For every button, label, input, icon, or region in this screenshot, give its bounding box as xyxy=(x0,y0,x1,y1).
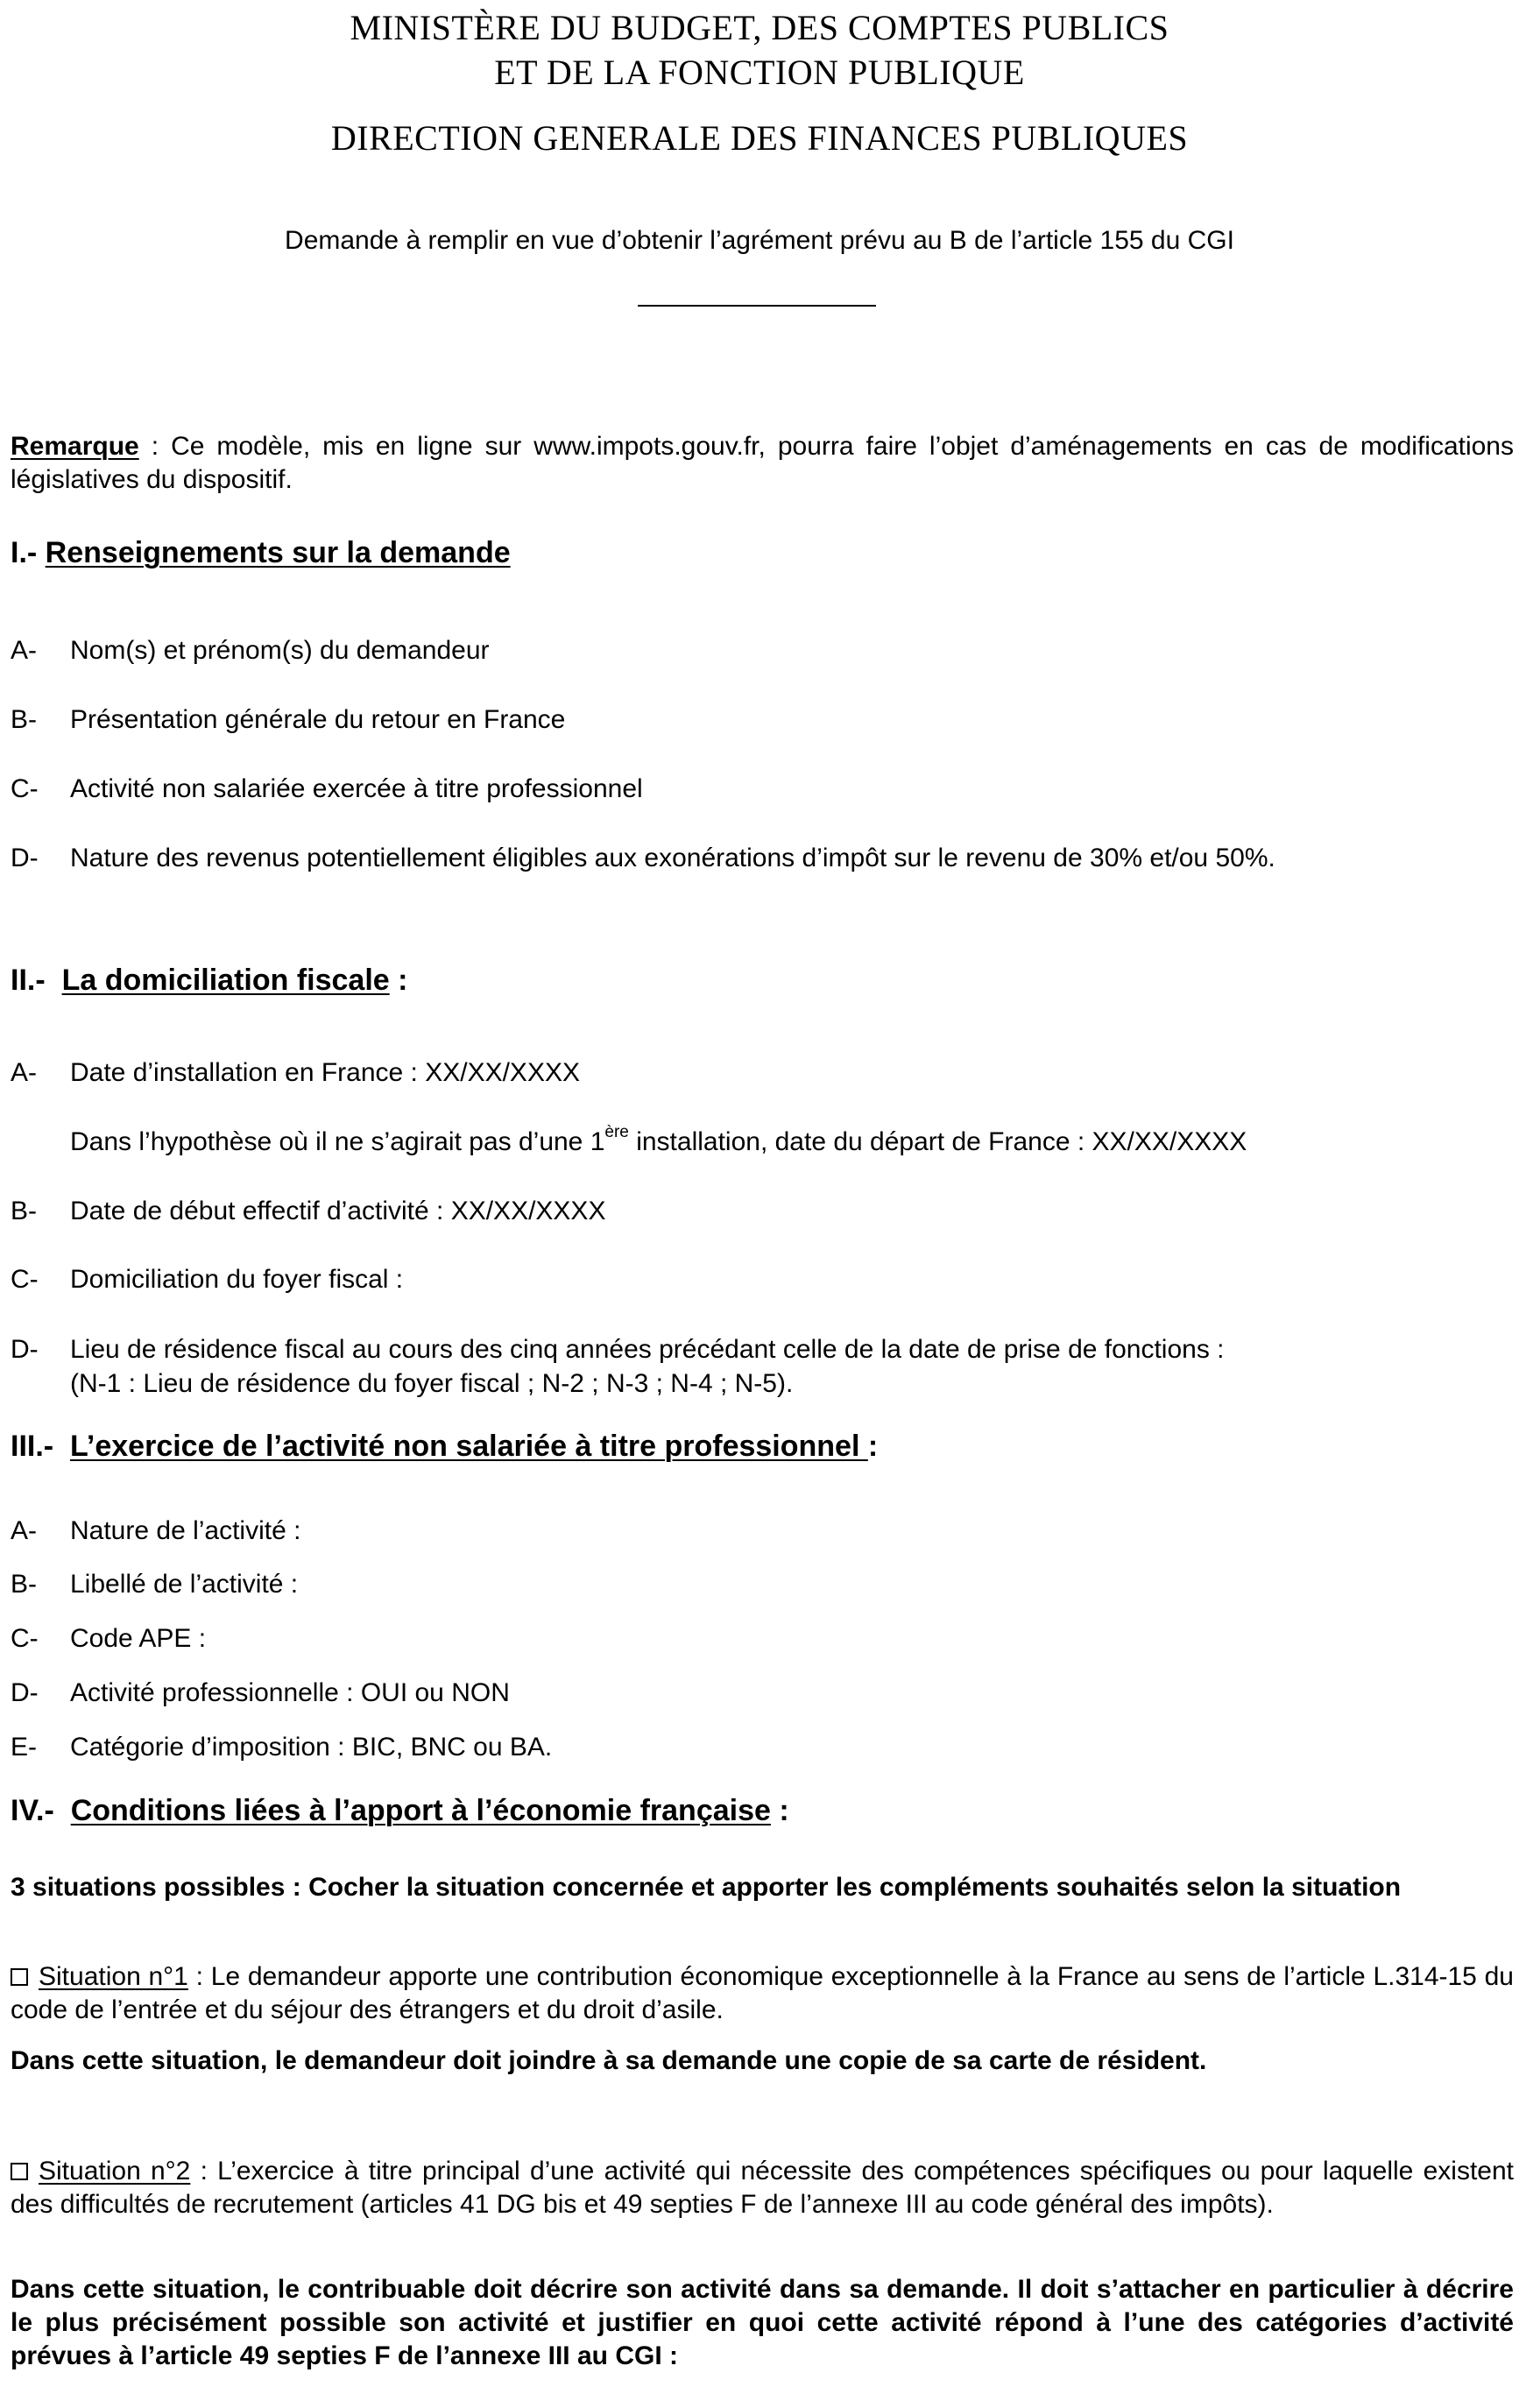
title-divider xyxy=(638,305,876,307)
situation-2-paragraph xyxy=(11,2155,1514,2221)
item-letter: B- xyxy=(11,705,37,734)
item-text: Code APE : xyxy=(70,1624,207,1653)
situation-2-checkbox[interactable] xyxy=(11,2163,28,2180)
section-1-item xyxy=(11,844,1275,873)
section-2-heading xyxy=(11,964,407,998)
section-1-item xyxy=(11,636,490,666)
situation-1-label: Situation n°1 xyxy=(39,1962,188,1991)
section-4-suffix: : xyxy=(770,1794,789,1827)
section-1-item xyxy=(11,705,565,735)
ministry-line-2: ET DE LA FONCTION PUBLIQUE xyxy=(494,53,1025,92)
item-letter: C- xyxy=(11,774,39,803)
item-text: Nature de l’activité : xyxy=(70,1516,301,1545)
note-superscript: ère xyxy=(604,1123,629,1141)
item-text: Date d’installation en France : XX/XX/XXXX xyxy=(70,1058,580,1087)
section-2-number: II.- xyxy=(11,964,46,997)
section-2-item xyxy=(11,1197,605,1226)
departure-note xyxy=(70,1123,1247,1157)
item-letter: C- xyxy=(11,1265,39,1294)
item-letter: A- xyxy=(11,636,37,665)
situation-2-note: Dans cette situation, le contribuable doit décrire son activité dans sa demande. Il doit s’attacher en particulier à décrire le plus précisément possible son activité et justifier en quoi cette activité répond à l’une des catégories d’activité prévues à l’article 49 septies F de l’annexe III au CGI : xyxy=(11,2275,1514,2370)
item-letter: C- xyxy=(11,1624,39,1653)
item-letter: A- xyxy=(11,1058,37,1087)
situation-1-note: Dans cette situation, le demandeur doit joindre à sa demande une copie de sa carte de résident. xyxy=(11,2046,1207,2075)
item-text: Lieu de résidence fiscal au cours des cinq années précédant celle de la date de prise de fonctions : xyxy=(70,1335,1225,1364)
item-text: Nom(s) et prénom(s) du demandeur xyxy=(70,636,490,665)
remark-text: : Ce modèle, mis en ligne sur www.impots.gouv.fr, pourra faire l’objet d’aménagements en cas de modifications législatives du dispositif. xyxy=(11,432,1514,494)
situation-2-label: Situation n°2 xyxy=(39,2157,191,2186)
section-1-title: Renseignements sur la demande xyxy=(45,536,511,569)
item-letter: B- xyxy=(11,1570,37,1599)
section-3-item xyxy=(11,1570,298,1599)
situation-1-checkbox[interactable] xyxy=(11,1968,28,1986)
item-text: Date de début effectif d’activité : XX/XX/XXXX xyxy=(70,1197,606,1225)
section-3-item xyxy=(11,1733,552,1762)
section-3-title: L’exercice de l’activité non salariée à titre professionnel xyxy=(70,1430,868,1463)
situation-1-text: : Le demandeur apporte une contribution économique exceptionnelle à la France au sens de l’article L.314-15 du code de l’entrée et du séjour des étrangers et du droit d’asile. xyxy=(11,1962,1514,2024)
section-3-item xyxy=(11,1678,510,1708)
section-1-item xyxy=(11,774,643,804)
remark-paragraph xyxy=(11,430,1514,497)
remark-label: Remarque xyxy=(11,432,139,461)
item-text: Activité non salariée exercée à titre professionnel xyxy=(70,774,643,803)
section-1-heading xyxy=(11,536,511,570)
item-letter: D- xyxy=(11,844,39,872)
item-text: Nature des revenus potentiellement éligibles aux exonérations d’impôt sur le revenu de 30% et/ou 50%. xyxy=(70,844,1275,872)
residence-years-note: (N-1 : Lieu de résidence du foyer fiscal ; N-2 ; N-3 ; N-4 ; N-5). xyxy=(70,1369,794,1398)
direction-title: DIRECTION GENERALE DES FINANCES PUBLIQUES xyxy=(330,118,1189,158)
item-text: Catégorie d’imposition : BIC, BNC ou BA. xyxy=(70,1733,553,1762)
situations-intro: 3 situations possibles : Cocher la situation concernée et apporter les compléments souhaités selon la situation xyxy=(11,1873,1402,1902)
section-2-title: La domiciliation fiscale xyxy=(61,964,390,997)
item-letter: E- xyxy=(11,1733,37,1762)
note-text-after: installation, date du départ de France : XX/XX/XXXX xyxy=(628,1127,1247,1156)
situation-2-text: : L’exercice à titre principal d’une activité qui nécessite des compétences spécifiques ou pour laquelle existent des difficultés de recrutement (articles 41 DG bis et 49 septies F de l’annexe III au code général des impôts). xyxy=(11,2157,1514,2219)
situation-1-paragraph xyxy=(11,1960,1514,2027)
section-4-number: IV.- xyxy=(11,1794,54,1827)
section-3-item xyxy=(11,1516,300,1546)
section-4-heading xyxy=(11,1794,789,1828)
item-letter: B- xyxy=(11,1197,37,1225)
section-2-suffix: : xyxy=(389,964,408,997)
ministry-line-1: MINISTÈRE DU BUDGET, DES COMPTES PUBLICS xyxy=(350,8,1169,47)
section-3-item xyxy=(11,1624,206,1654)
item-text: Domiciliation du foyer fiscal : xyxy=(70,1265,404,1294)
item-text: Présentation générale du retour en France xyxy=(70,705,566,734)
document-subtitle: Demande à remplir en vue d’obtenir l’agrément prévu au B de l’article 155 du CGI xyxy=(285,226,1234,255)
item-text: Libellé de l’activité : xyxy=(70,1570,299,1599)
section-4-title: Conditions liées à l’apport à l’économie française xyxy=(70,1794,771,1827)
item-letter: D- xyxy=(11,1678,39,1707)
item-letter: D- xyxy=(11,1335,39,1364)
section-2-item xyxy=(11,1058,580,1088)
section-3-heading xyxy=(11,1430,878,1464)
section-1-number: I.- xyxy=(11,536,38,569)
section-2-item xyxy=(11,1265,403,1295)
section-2-item xyxy=(11,1335,1225,1365)
section-3-suffix: : xyxy=(867,1430,879,1463)
item-text: Activité professionnelle : OUI ou NON xyxy=(70,1678,510,1707)
item-letter: A- xyxy=(11,1516,37,1545)
section-3-number: III.- xyxy=(11,1430,54,1463)
note-text-before: Dans l’hypothèse où il ne s’agirait pas d’une 1 xyxy=(70,1127,605,1156)
